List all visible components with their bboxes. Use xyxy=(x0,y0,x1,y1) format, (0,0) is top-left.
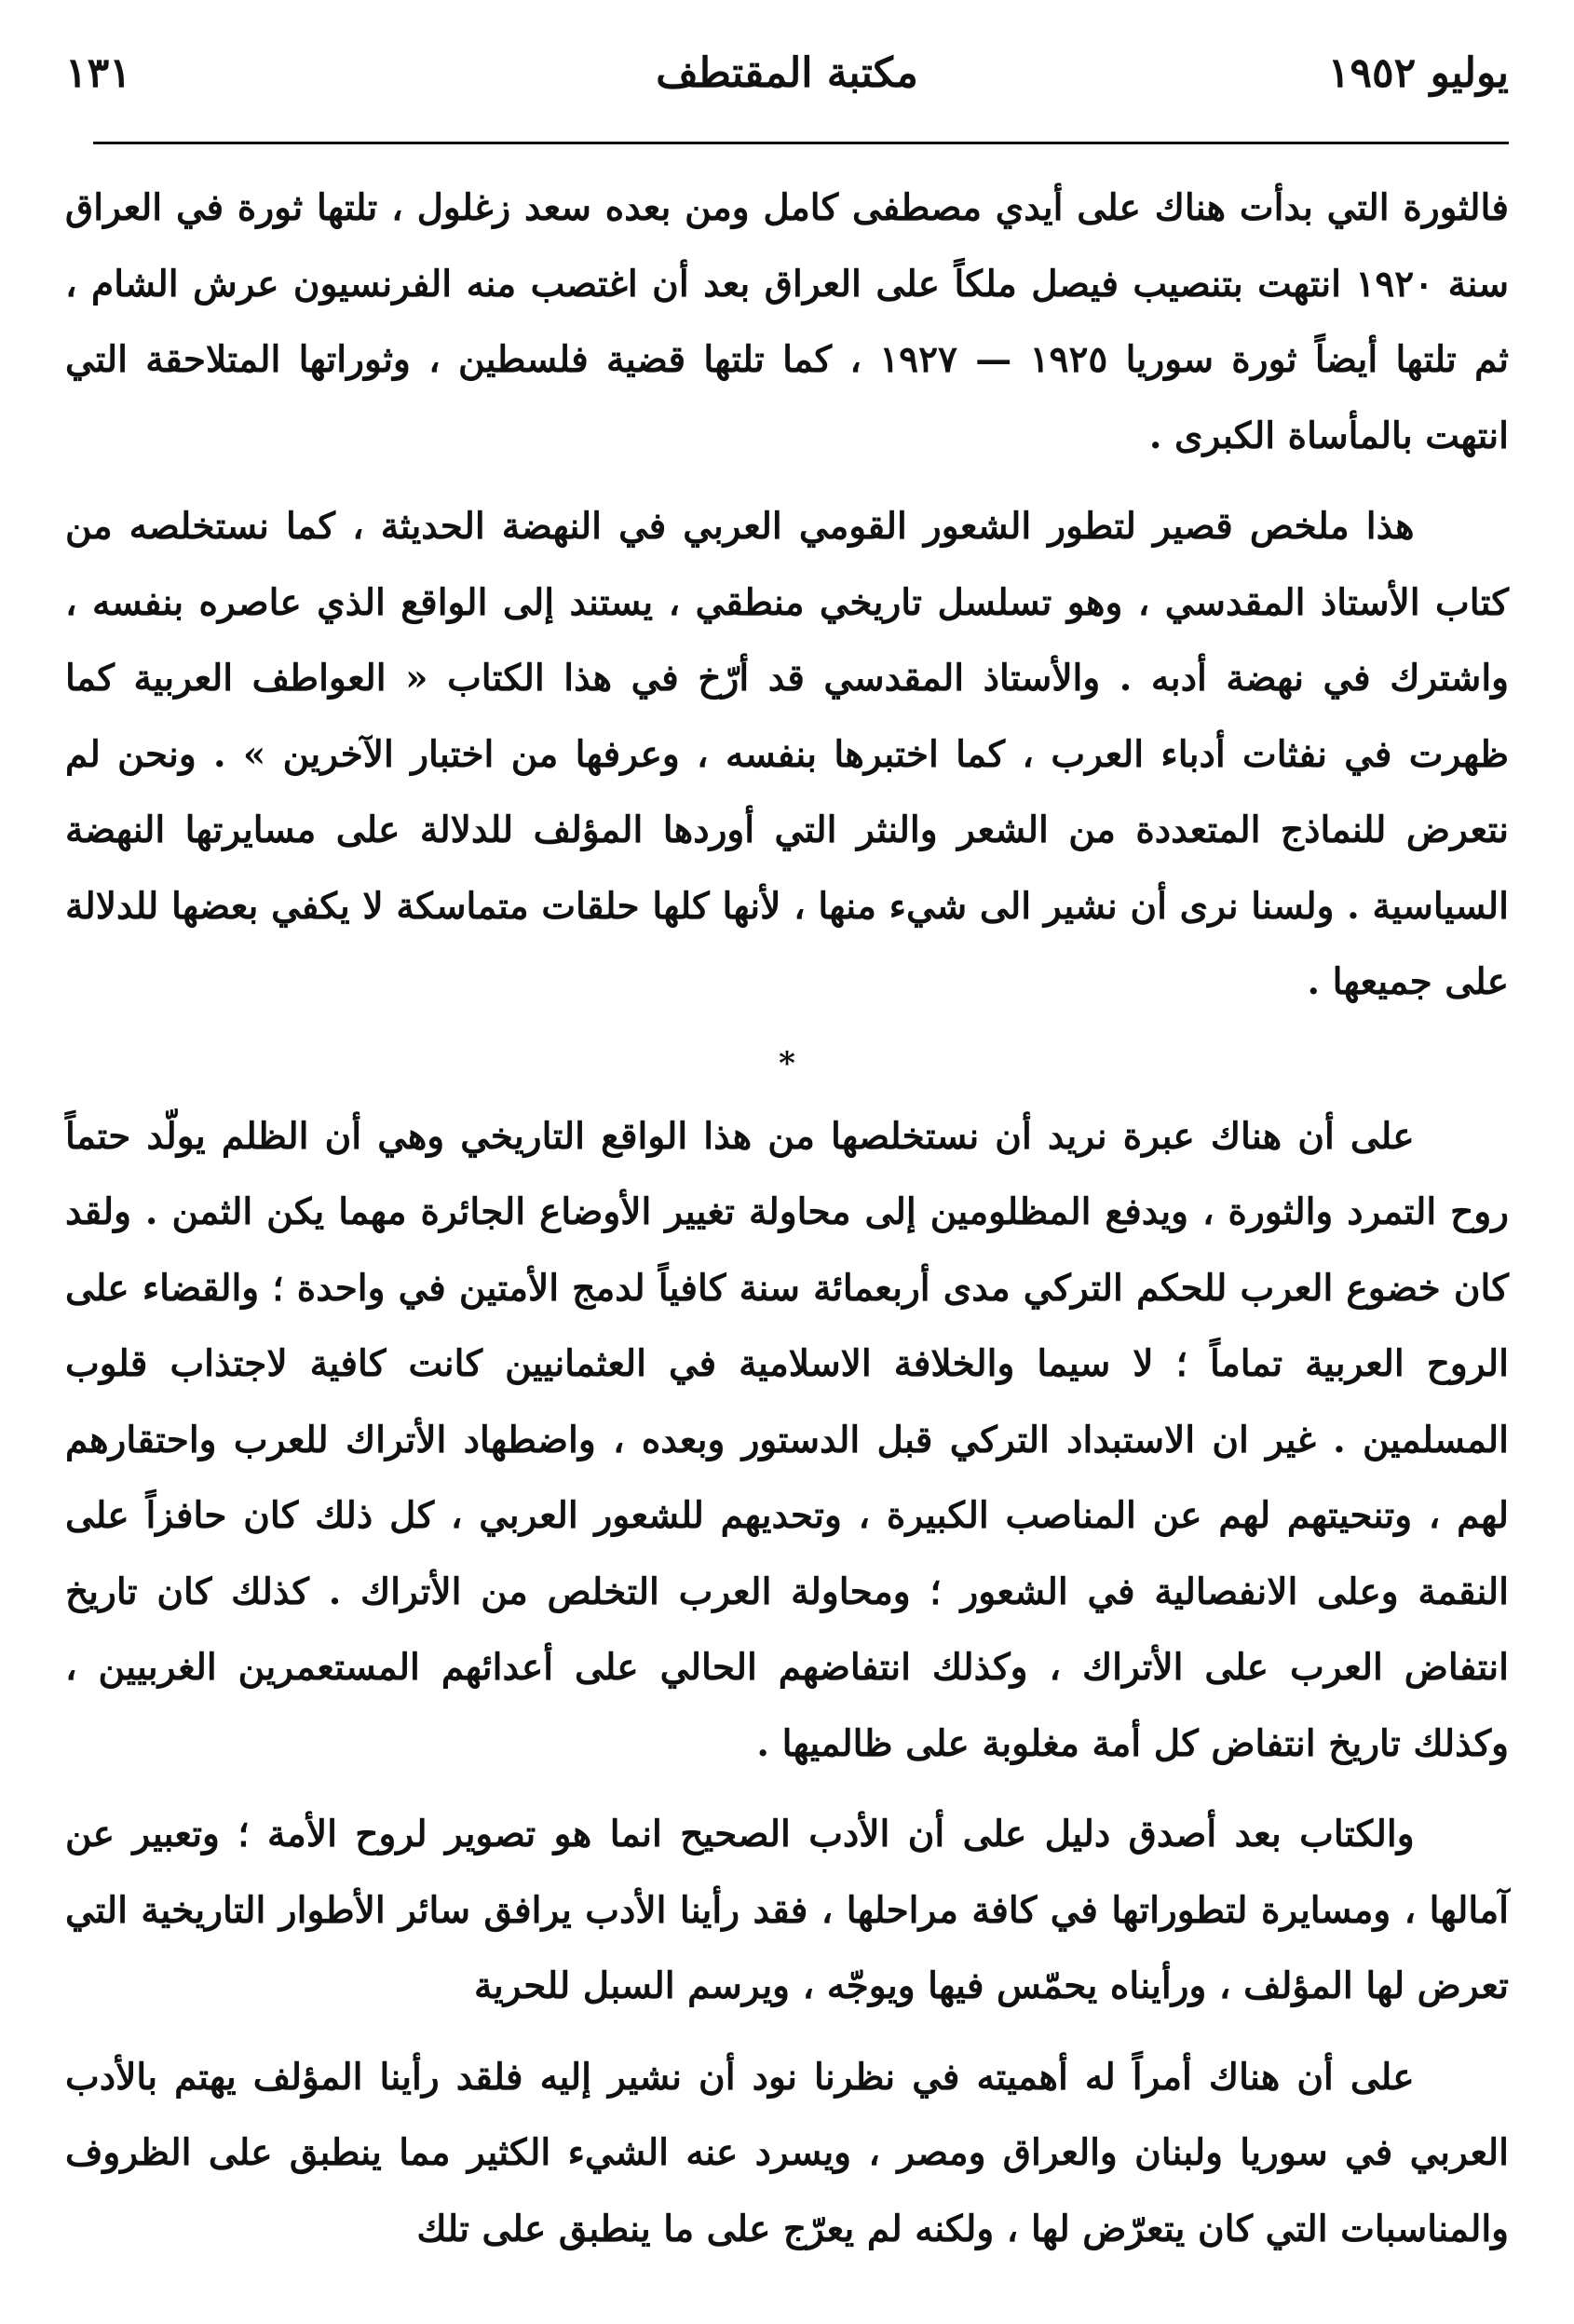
article-body xyxy=(65,170,1509,2267)
page-number: ١٣١ xyxy=(65,48,131,97)
header-date: يوليو ١٩٥٢ xyxy=(1327,48,1509,97)
header-rule xyxy=(93,142,1509,144)
paragraph-5: على أن هناك أمراً له أهميته في نظرنا نود أن نشير إليه فلقد رأينا المؤلف يهتم بالأدب العربي في سوريا ولبنان والعراق ومصر ، ويسرد عنه الشيء الكثير مما ينطبق على الظروف والمناسبات التي كان يتعرّض لها ، ولكنه لم يعرّج على ما ينطبق على تلك xyxy=(65,2055,1509,2250)
header-title: مكتبة المقتطف xyxy=(656,48,918,97)
section-separator: * xyxy=(779,1044,795,1082)
paragraph-2: هذا ملخص قصير لتطور الشعور القومي العربي في النهضة الحديثة ، كما نستخلصه من كتاب الأستاذ المقدسي ، وهو تسلسل تاريخي منطقي ، يستند إلى الواقع الذي عاصره بنفسه ، واشترك في نهضة أدبه . والأستاذ المقدسي قد أرّخ في هذا الكتاب « العواطف العربية كما ظهرت في نفثات أدباء العرب ، كما اختبرها بنفسه ، وعرفها من اختبار الآخرين » . ونحن لم نتعرض للنماذج المتعددة من الشعر والنثر التي أوردها المؤلف للدلالة على مسايرتها النهضة السياسية . ولسنا نرى أن نشير الى شيء منها ، لأنها كلها حلقات متماسكة لا يكفي بعضها للدلالة على جميعها . xyxy=(65,505,1509,1003)
page-header xyxy=(65,35,1509,110)
paragraph-1: فالثورة التي بدأت هناك على أيدي مصطفى كامل ومن بعده سعد زغلول ، تلتها ثورة في العراق سنة ١٩٢٠ انتهت بتنصيب فيصل ملكاً على العراق بعد أن اغتصب منه الفرنسيون عرش الشام ، ثم تلتها أيضاً ثورة سوريا ١٩٢٥ — ١٩٢٧ ، كما تلتها قضية فلسطين ، وثوراتها المتلاحقة التي انتهت بالمأساة الكبرى . xyxy=(65,186,1509,457)
paragraph-4: والكتاب بعد أصدق دليل على أن الأدب الصحيح انما هو تصوير لروح الأمة ؛ وتعبير عن آمالها ، ومسايرة لتطوراتها في كافة مراحلها ، فقد رأينا الأدب يرافق سائر الأطوار التاريخية التي تعرض لها المؤلف ، ورأيناه يحمّس فيها ويوجّه ، ويرسم السبل للحرية xyxy=(65,1813,1509,2007)
paragraph-3: على أن هناك عبرة نريد أن نستخلصها من هذا الواقع التاريخي وهي أن الظلم يولّد حتماً روح التمرد والثورة ، ويدفع المظلومين إلى محاولة تغيير الأوضاع الجائرة مهما يكن الثمن . ولقد كان خضوع العرب للحكم التركي مدى أربعمائة سنة كافياً لدمج الأمتين في واحدة ؛ والقضاء على الروح العربية تماماً ؛ لا سيما والخلافة الاسلامية في العثمانيين كانت كافية لاجتذاب قلوب المسلمين . غير ان الاستبداد التركي قبل الدستور وبعده ، واضطهاد الأتراك للعرب واحتقارهم لهم ، وتنحيتهم لهم عن المناصب الكبيرة ، وتحديهم للشعور العربي ، كل ذلك كان حافزاً على النقمة وعلى الانفصالية في الشعور ؛ ومحاولة العرب التخلص من الأتراك . كذلك كان تاريخ انتفاض العرب على الأتراك ، وكذلك انتفاضهم الحالي على أعدائهم المستعمرين الغربيين ، وكذلك تاريخ انتفاض كل أمة مغلوبة على ظالميها . xyxy=(65,1114,1509,1765)
